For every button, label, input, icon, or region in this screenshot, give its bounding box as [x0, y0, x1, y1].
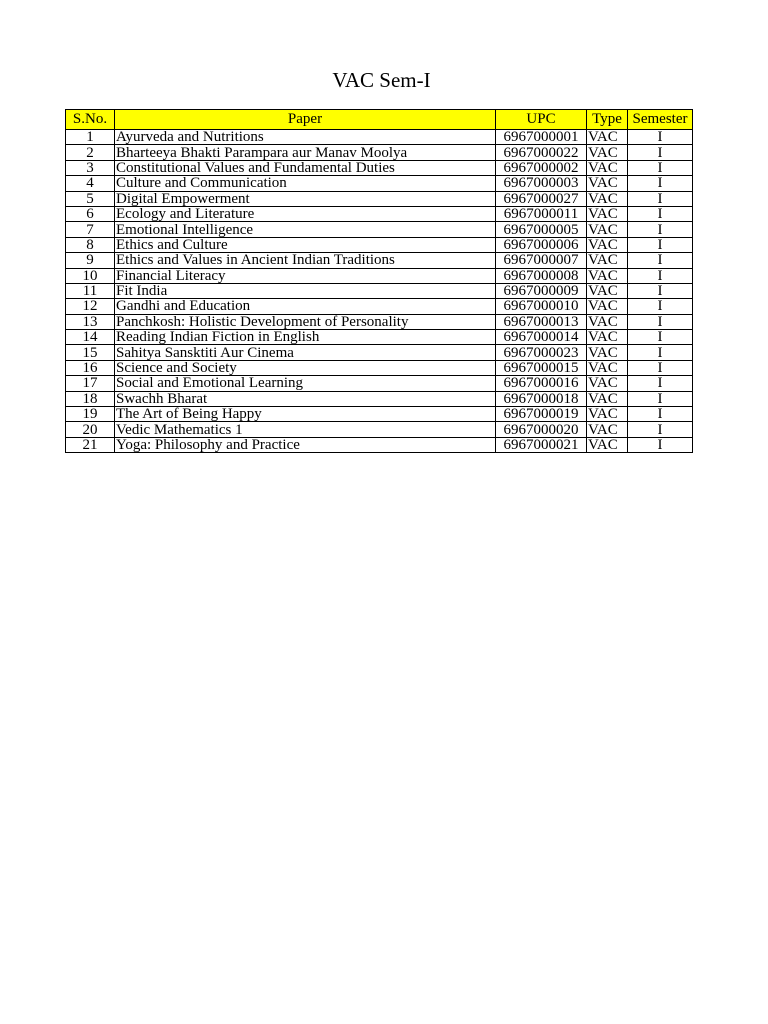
table-header — [66, 110, 693, 130]
cell-upc: 6967000019 — [496, 407, 587, 422]
cell-paper: Digital Empowerment — [115, 191, 496, 206]
table-row — [66, 237, 693, 252]
cell-type: VAC — [587, 268, 628, 283]
header-upc: UPC — [496, 110, 587, 130]
cell-type: VAC — [587, 283, 628, 298]
cell-sno: 5 — [66, 191, 115, 206]
cell-semester: I — [628, 299, 693, 314]
cell-sno: 18 — [66, 391, 115, 406]
cell-type: VAC — [587, 237, 628, 252]
cell-type: VAC — [587, 407, 628, 422]
cell-paper: Reading Indian Fiction in English — [115, 330, 496, 345]
cell-upc: 6967000007 — [496, 253, 587, 268]
header-semester: Semester — [628, 110, 693, 130]
table-row — [66, 360, 693, 375]
cell-sno: 21 — [66, 437, 115, 452]
header-type: Type — [587, 110, 628, 130]
cell-type: VAC — [587, 191, 628, 206]
cell-type: VAC — [587, 176, 628, 191]
table-row — [66, 283, 693, 298]
cell-sno: 3 — [66, 160, 115, 175]
cell-paper: Yoga: Philosophy and Practice — [115, 437, 496, 452]
cell-upc: 6967000021 — [496, 437, 587, 452]
table-row — [66, 437, 693, 452]
cell-semester: I — [628, 407, 693, 422]
cell-sno: 1 — [66, 130, 115, 145]
table-row — [66, 407, 693, 422]
table-row — [66, 422, 693, 437]
table-row — [66, 268, 693, 283]
cell-sno: 8 — [66, 237, 115, 252]
cell-semester: I — [628, 237, 693, 252]
cell-semester: I — [628, 314, 693, 329]
cell-paper: Bharteeya Bhakti Parampara aur Manav Moolya — [115, 145, 496, 160]
cell-semester: I — [628, 191, 693, 206]
cell-upc: 6967000014 — [496, 330, 587, 345]
cell-type: VAC — [587, 145, 628, 160]
cell-type: VAC — [587, 376, 628, 391]
cell-semester: I — [628, 176, 693, 191]
cell-upc: 6967000023 — [496, 345, 587, 360]
cell-upc: 6967000010 — [496, 299, 587, 314]
cell-semester: I — [628, 422, 693, 437]
cell-semester: I — [628, 330, 693, 345]
cell-sno: 7 — [66, 222, 115, 237]
cell-paper: Panchkosh: Holistic Development of Personality — [115, 314, 496, 329]
cell-type: VAC — [587, 314, 628, 329]
cell-upc: 6967000018 — [496, 391, 587, 406]
cell-type: VAC — [587, 299, 628, 314]
cell-paper: Ecology and Literature — [115, 206, 496, 221]
paper-table — [65, 109, 693, 453]
cell-upc: 6967000003 — [496, 176, 587, 191]
table-row — [66, 330, 693, 345]
table-row — [66, 176, 693, 191]
cell-semester: I — [628, 345, 693, 360]
cell-sno: 20 — [66, 422, 115, 437]
cell-semester: I — [628, 206, 693, 221]
cell-sno: 12 — [66, 299, 115, 314]
cell-paper: Ayurveda and Nutritions — [115, 130, 496, 145]
cell-upc: 6967000027 — [496, 191, 587, 206]
table-row — [66, 345, 693, 360]
cell-type: VAC — [587, 330, 628, 345]
cell-semester: I — [628, 391, 693, 406]
cell-sno: 17 — [66, 376, 115, 391]
table-row — [66, 391, 693, 406]
cell-upc: 6967000016 — [496, 376, 587, 391]
header-row — [66, 110, 693, 130]
cell-paper: Financial Literacy — [115, 268, 496, 283]
cell-semester: I — [628, 253, 693, 268]
cell-sno: 2 — [66, 145, 115, 160]
header-paper: Paper — [115, 110, 496, 130]
cell-upc: 6967000020 — [496, 422, 587, 437]
cell-type: VAC — [587, 253, 628, 268]
table-row — [66, 145, 693, 160]
cell-upc: 6967000006 — [496, 237, 587, 252]
cell-paper: Social and Emotional Learning — [115, 376, 496, 391]
cell-type: VAC — [587, 360, 628, 375]
cell-sno: 10 — [66, 268, 115, 283]
cell-upc: 6967000002 — [496, 160, 587, 175]
page-title: VAC Sem-I — [332, 68, 431, 92]
cell-sno: 6 — [66, 206, 115, 221]
cell-semester: I — [628, 283, 693, 298]
cell-type: VAC — [587, 422, 628, 437]
cell-semester: I — [628, 145, 693, 160]
cell-type: VAC — [587, 437, 628, 452]
cell-paper: Ethics and Culture — [115, 237, 496, 252]
cell-paper: Sahitya Sansktiti Aur Cinema — [115, 345, 496, 360]
table-row — [66, 314, 693, 329]
cell-semester: I — [628, 222, 693, 237]
cell-semester: I — [628, 130, 693, 145]
cell-type: VAC — [587, 222, 628, 237]
table-row — [66, 160, 693, 175]
cell-type: VAC — [587, 130, 628, 145]
cell-paper: Swachh Bharat — [115, 391, 496, 406]
cell-sno: 9 — [66, 253, 115, 268]
table-body — [66, 130, 693, 453]
cell-paper: Ethics and Values in Ancient Indian Traditions — [115, 253, 496, 268]
cell-type: VAC — [587, 391, 628, 406]
cell-semester: I — [628, 360, 693, 375]
cell-sno: 14 — [66, 330, 115, 345]
table-row — [66, 206, 693, 221]
header-sno: S.No. — [66, 110, 115, 130]
cell-paper: Gandhi and Education — [115, 299, 496, 314]
cell-paper: Science and Society — [115, 360, 496, 375]
cell-paper: Culture and Communication — [115, 176, 496, 191]
cell-upc: 6967000001 — [496, 130, 587, 145]
cell-sno: 19 — [66, 407, 115, 422]
cell-upc: 6967000015 — [496, 360, 587, 375]
cell-sno: 13 — [66, 314, 115, 329]
cell-sno: 4 — [66, 176, 115, 191]
cell-upc: 6967000022 — [496, 145, 587, 160]
cell-paper: Fit India — [115, 283, 496, 298]
table-row — [66, 253, 693, 268]
cell-paper: The Art of Being Happy — [115, 407, 496, 422]
table-row — [66, 222, 693, 237]
table-row — [66, 191, 693, 206]
cell-semester: I — [628, 160, 693, 175]
cell-upc: 6967000011 — [496, 206, 587, 221]
cell-upc: 6967000008 — [496, 268, 587, 283]
cell-upc: 6967000009 — [496, 283, 587, 298]
cell-upc: 6967000013 — [496, 314, 587, 329]
cell-semester: I — [628, 268, 693, 283]
cell-upc: 6967000005 — [496, 222, 587, 237]
cell-paper: Constitutional Values and Fundamental Duties — [115, 160, 496, 175]
cell-semester: I — [628, 376, 693, 391]
cell-sno: 15 — [66, 345, 115, 360]
table-row — [66, 299, 693, 314]
cell-semester: I — [628, 437, 693, 452]
cell-paper: Vedic Mathematics 1 — [115, 422, 496, 437]
cell-type: VAC — [587, 206, 628, 221]
cell-type: VAC — [587, 345, 628, 360]
table-row — [66, 130, 693, 145]
cell-sno: 11 — [66, 283, 115, 298]
cell-sno: 16 — [66, 360, 115, 375]
cell-type: VAC — [587, 160, 628, 175]
cell-paper: Emotional Intelligence — [115, 222, 496, 237]
table-row — [66, 376, 693, 391]
